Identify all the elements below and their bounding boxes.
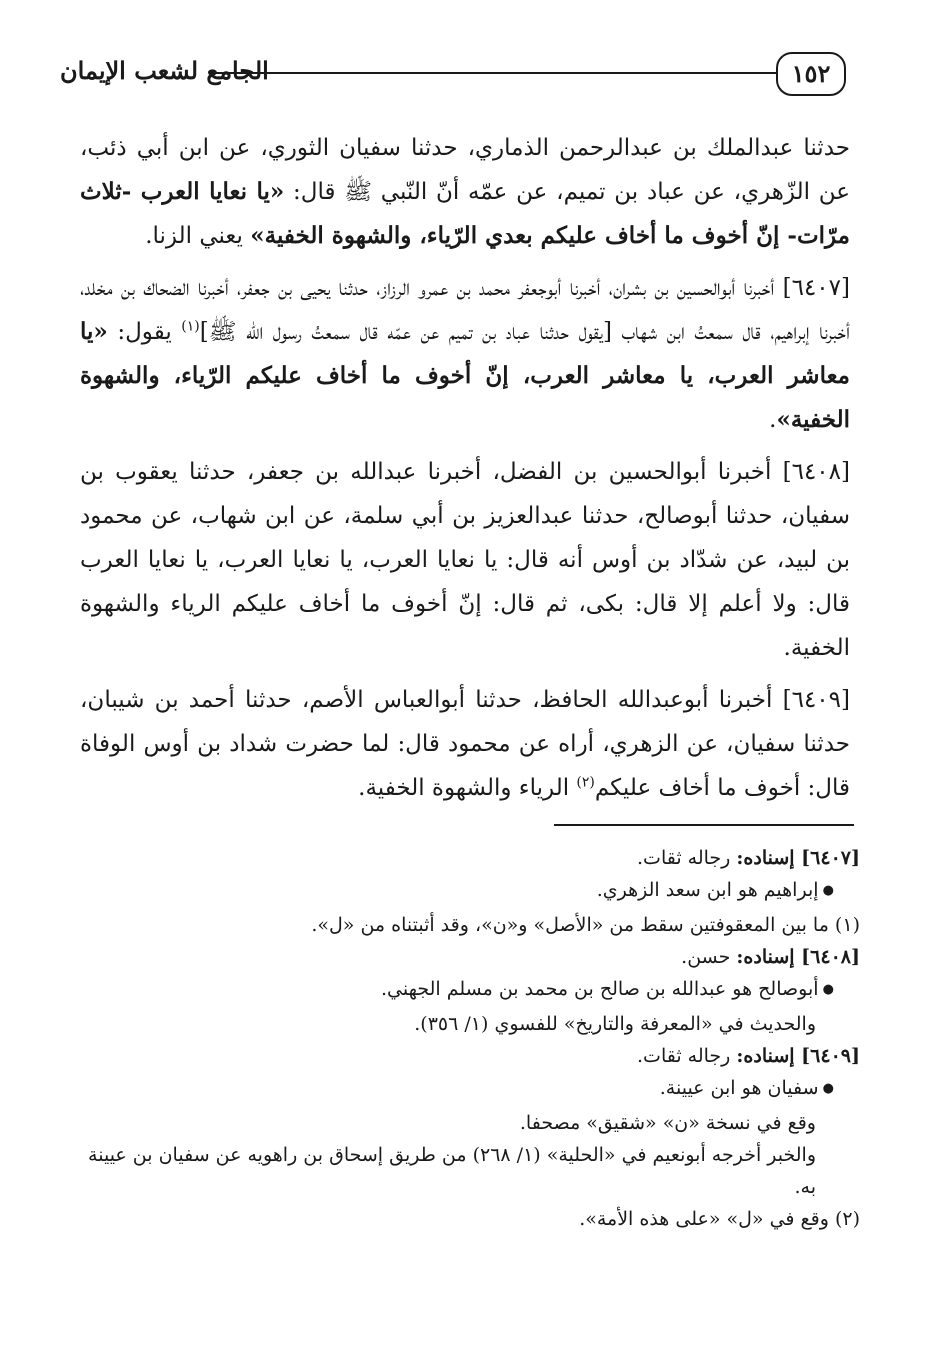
book-title: الجامع لشعب الإيمان bbox=[60, 56, 269, 85]
isnad-note bbox=[70, 842, 860, 874]
header-rule bbox=[210, 72, 776, 74]
note-bullet: ● سفيان هو ابن عيينة. bbox=[70, 1072, 860, 1107]
hadith-number: [٦٤٠٨] bbox=[782, 459, 850, 485]
text-run: أخبرنا أبوعبدالله الحافظ، حدثنا أبوالعباس الأصم، حدثنا أحمد بن شيبان، حدثنا سفيان، عن الزهري، أراه عن محمود قال: لما حضرت شداد بن أوس الوفاة قال: أخوف ما أخاف عليكم bbox=[80, 687, 850, 801]
text-run: يعني الزنا. bbox=[145, 223, 251, 249]
text-run: يقول: bbox=[107, 319, 182, 345]
hadith-paragraph bbox=[80, 678, 850, 810]
isnad-note bbox=[70, 1040, 860, 1072]
text-run: . bbox=[769, 407, 777, 433]
footnote: (٢) وقع في «ل» «على هذه الأمة». bbox=[579, 1208, 860, 1230]
text-run: حدثنا عبدالملك بن عبدالرحمن الذماري، حدثنا سفيان الثوري، عن ابن أبي ذئب، عن الزّهري، عن عباد بن تميم، عن عمّه أنّ النّبي ﷺ قال: bbox=[80, 135, 850, 205]
hadith-paragraph bbox=[80, 450, 850, 670]
quoted-hadith: «يا نعايا العرب -ثلاث مرّات- إنّ أخوف ما أخاف عليكم بعدي الرّياء، والشهوة الخفية» bbox=[80, 178, 850, 249]
note-label: [٦٤٠٩] إسناده: bbox=[736, 1045, 860, 1067]
footnote-ref: (٢) bbox=[576, 774, 595, 791]
note-text: وقع في نسخة «ن» «شقيق» مصحفا. bbox=[519, 1112, 816, 1134]
footnote-divider bbox=[554, 824, 854, 826]
footnotes bbox=[70, 842, 860, 1235]
hadith-paragraph bbox=[80, 266, 850, 442]
text-run: أخبرنا أبوالحسين بن الفضل، أخبرنا عبدالله بن جعفر، حدثنا يعقوب بن سفيان، حدثنا أبوصالح، حدثنا عبدالعزيز بن أبي سلمة، عن ابن شهاب، عن محمود بن لبيد، عن شدّاد بن أوس أنه قال: يا نعايا العرب، يا نعايا العرب، يا نعايا العرب قال: ولا أعلم إلا قال: بكى، ثم قال: إنّ أخوف ما أخاف عليكم الرياء والشهوة الخفية. bbox=[80, 459, 850, 661]
note-label: [٦٤٠٨] إسناده: bbox=[736, 946, 860, 968]
note-text: والحديث في «المعرفة والتاريخ» للفسوي (١/ ٣٥٦). bbox=[414, 1013, 816, 1035]
note-bullet: ● إبراهيم هو ابن سعد الزهري. bbox=[70, 874, 860, 909]
page-number: ١٥٢ bbox=[776, 52, 846, 96]
main-text bbox=[80, 126, 850, 818]
hadith-paragraph bbox=[80, 126, 850, 258]
text-run: أخبرنا أبوالحسين بن بشران، أخبرنا أبوجعفر محمد بن عمرو الرزاز، حدثنا يحيى بن جعفر، أخبرنا الضحاك بن مخلد، أخبرنا إبراهيم، قال سمعتُ ابن شهاب [يقول حدثنا عباد بن تميم عن عمّه قال سمعتُ رسول الله ﷺ] bbox=[80, 275, 850, 345]
note-label: [٦٤٠٧] إسناده: bbox=[736, 847, 860, 869]
footnote-ref: (١) bbox=[181, 318, 200, 335]
note-text: والخبر أخرجه أبونعيم في «الحلية» (١/ ٢٦٨) من طريق إسحاق بن راهويه عن سفيان بن عيينة به. bbox=[88, 1144, 816, 1198]
text-run: الرياء والشهوة الخفية. bbox=[358, 775, 577, 801]
note-bullet: ● أبوصالح هو عبدالله بن صالح بن محمد بن مسلم الجهني. bbox=[70, 973, 860, 1008]
note-text: رجاله ثقات. bbox=[637, 1045, 737, 1067]
hadith-number: [٦٤٠٩] bbox=[782, 687, 850, 713]
quoted-hadith: «يا معاشر العرب، يا معاشر العرب، إنّ أخوف ما أخاف عليكم الرّياء، والشهوة الخفية» bbox=[80, 318, 850, 433]
hadith-number: [٦٤٠٧] bbox=[782, 275, 850, 301]
footnote: (١) ما بين المعقوفتين سقط من «الأصل» و«ن»، وقد أثبتناه من «ل». bbox=[311, 914, 860, 936]
page-header bbox=[60, 48, 850, 108]
note-text: حسن. bbox=[681, 946, 737, 968]
isnad-note bbox=[70, 941, 860, 973]
note-text: رجاله ثقات. bbox=[637, 847, 737, 869]
